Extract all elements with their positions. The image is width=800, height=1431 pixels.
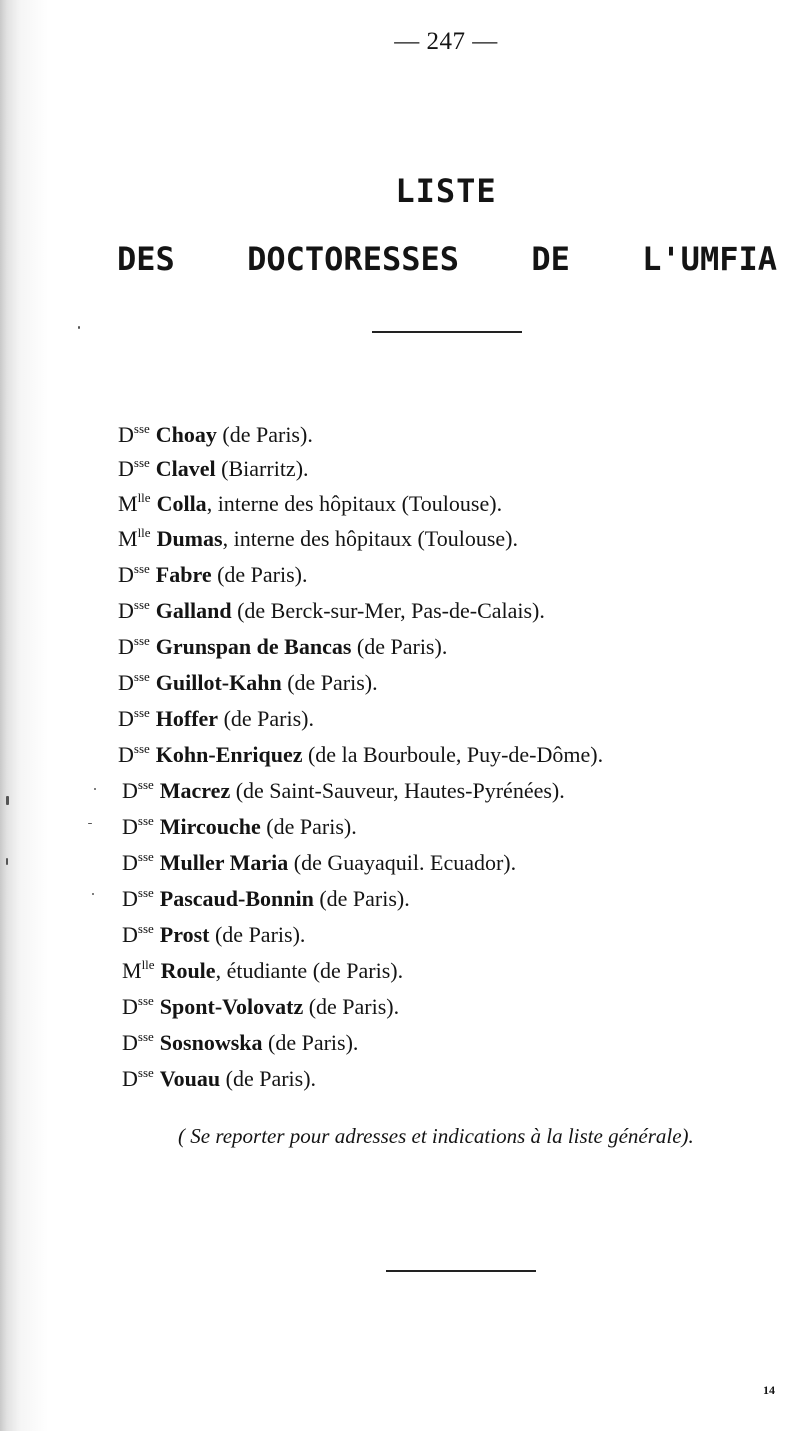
list-item [122,950,403,986]
doctor-name: Guillot-Kahn [155,670,282,695]
scan-speck [6,796,9,805]
doctor-details: (de Paris). [262,1030,359,1055]
title-prefix: D [122,850,138,875]
title-suffix: sse [137,1029,154,1044]
list-item [122,806,357,842]
title-suffix: sse [137,885,154,900]
page-title: LISTE [395,172,497,210]
title-prefix: D [118,562,134,587]
scan-speck [88,823,92,824]
title-suffix: sse [133,421,150,436]
page-subtitle [117,240,777,278]
list-item [122,1022,358,1058]
title-prefix: D [118,706,134,731]
scan-speck [78,326,80,329]
list-item [118,698,314,734]
title-suffix: sse [137,813,154,828]
subtitle-word: L'UMFIA [642,240,777,278]
doctor-details: (de Paris). [209,922,306,947]
title-prefix: D [118,634,134,659]
title-prefix: D [122,994,138,1019]
doctor-details: (de Paris). [220,1066,317,1091]
doctor-name: Mircouche [159,814,261,839]
list-item [122,878,410,914]
title-prefix: D [118,422,134,447]
doctor-name: Colla [156,491,207,516]
doctor-details: (de Saint-Sauveur, Hautes-Pyrénées). [230,778,565,803]
doctor-details: , interne des hôpitaux (Toulouse). [206,491,503,516]
title-prefix: D [122,814,138,839]
footnote: ( Se reporter pour adresses et indications à la liste générale). [178,1124,694,1148]
list-item [118,590,545,626]
doctor-name: Vouau [159,1066,221,1091]
subtitle-word: DES [117,240,175,278]
list-item [118,448,309,484]
list-item [122,1058,316,1094]
doctor-name: Muller Maria [159,850,289,875]
doctor-name: Dumas [156,526,223,551]
title-suffix: sse [133,669,150,684]
title-suffix: sse [133,741,150,756]
scan-speck [94,788,96,790]
signature-mark: 14 [763,1383,775,1397]
doctor-details: (de Paris). [260,814,357,839]
title-prefix: D [122,1066,138,1091]
list-item [118,483,502,519]
doctor-details: (de Paris). [281,670,378,695]
doctor-details: (de Paris). [211,562,308,587]
title-suffix: sse [133,455,150,470]
doctor-details: (de Paris). [218,706,314,731]
doctor-name: Hoffer [155,706,219,731]
list-item [122,986,399,1022]
doctor-name: Grunspan de Bancas [155,634,352,659]
title-prefix: D [118,456,134,481]
title-suffix: sse [137,849,154,864]
title-suffix: sse [137,921,154,936]
list-item [118,662,378,698]
title-suffix: lle [137,490,151,505]
title-suffix: sse [137,1065,154,1080]
doctor-details: (de Paris). [351,634,448,659]
doctor-name: Spont-Volovatz [159,994,304,1019]
list-item [122,770,565,806]
title-prefix: D [118,742,134,767]
bottom-divider [386,1270,536,1272]
doctor-details: (de la Bourboule, Puy-de-Dôme). [302,742,604,767]
doctor-name: Kohn-Enriquez [155,742,303,767]
doctor-details: (de Paris). [313,886,410,911]
list-item [122,914,305,950]
list-item [118,518,518,554]
doctor-name: Galland [155,598,232,623]
list-item [118,414,313,450]
title-suffix: lle [137,525,151,540]
title-prefix: D [122,778,138,803]
doctor-name: Prost [159,922,210,947]
page-number: — 247 — [394,28,498,55]
title-suffix: lle [141,957,155,972]
doctor-details: , interne des hôpitaux (Toulouse). [222,526,518,551]
title-prefix: D [122,922,138,947]
doctor-name: Clavel [155,456,216,481]
list-item [118,734,603,770]
title-suffix: sse [133,705,150,720]
subtitle-word: DE [531,240,570,278]
list-item [118,554,308,590]
title-prefix: M [118,526,138,551]
title-prefix: M [118,491,138,516]
title-suffix: sse [133,561,150,576]
title-prefix: D [122,886,138,911]
list-item [118,626,447,662]
doctor-details: (Biarritz). [215,456,309,481]
title-suffix: sse [133,633,150,648]
title-prefix: D [122,1030,138,1055]
title-suffix: sse [137,777,154,792]
title-prefix: D [118,670,134,695]
doctor-name: Fabre [155,562,212,587]
doctor-details: , étudiante (de Paris). [215,958,404,983]
doctor-name: Pascaud-Bonnin [159,886,314,911]
doctor-name: Macrez [159,778,231,803]
doctor-name: Sosnowska [159,1030,263,1055]
doctor-name: Roule [160,958,216,983]
doctor-details: (de Paris). [303,994,400,1019]
doctor-details: (de Berck-sur-Mer, Pas-de-Calais). [231,598,545,623]
title-prefix: D [118,598,134,623]
scan-speck [6,858,8,865]
subtitle-word: DOCTORESSES [247,240,460,278]
title-suffix: sse [137,993,154,1008]
title-suffix: sse [133,597,150,612]
doctor-details: (de Guayaquil. Ecuador). [288,850,517,875]
top-divider [372,331,522,333]
scan-speck [92,893,94,895]
doctor-details: (de Paris). [216,422,313,447]
title-prefix: M [122,958,142,983]
doctor-name: Choay [155,422,217,447]
list-item [122,842,516,878]
